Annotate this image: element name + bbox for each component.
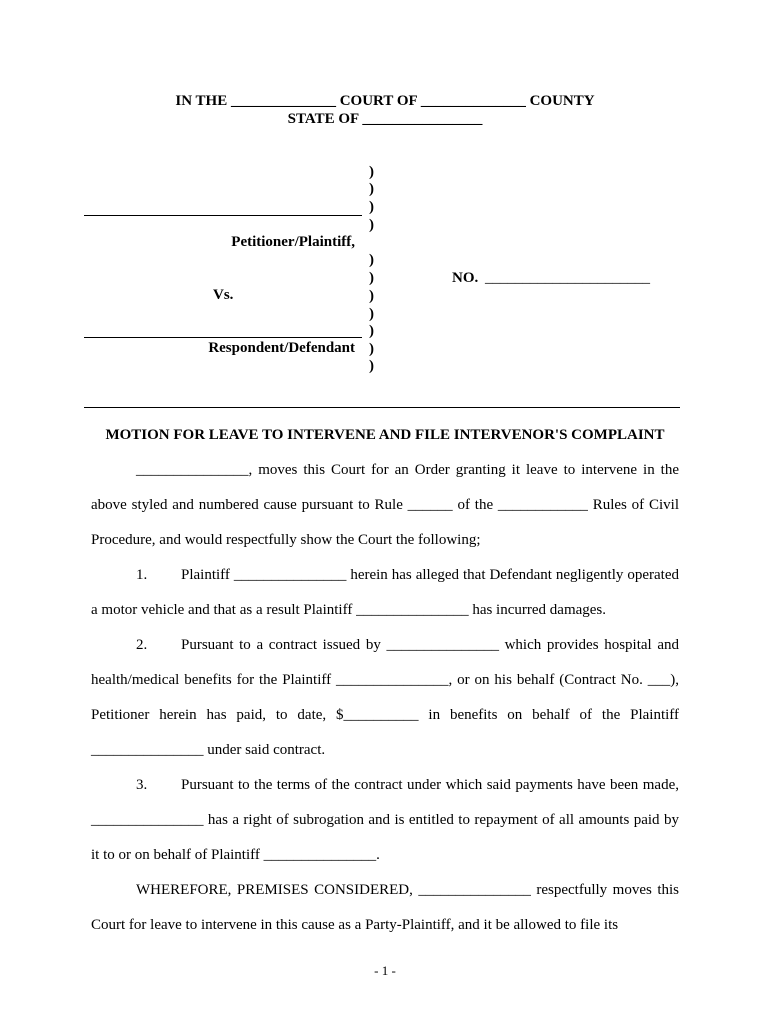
petitioner-label: Petitioner/Plaintiff, [231,234,355,250]
intro-paragraph: _______________, moves this Court for an Order granting it leave to intervene in the above styled and numbered cause pursuant to Rule ______ of the ____________ Rules of Civil Procedure, and would respectfully show the Court the following; [91,462,679,548]
numbered-paragraph-1 [91,558,679,628]
case-number-blank: ______________________ [485,270,650,286]
numbered-paragraph-2 [91,628,679,768]
petitioner-name-line [84,215,362,216]
paren: ) [369,358,374,374]
paren: ) [369,288,374,304]
vs-label: Vs. [213,287,234,303]
paren: ) [369,323,374,339]
paren: ) [369,252,374,268]
paren: ) [369,306,374,322]
wherefore-paragraph: WHEREFORE, PREMISES CONSIDERED, _______________ respectfully moves this Court for leave to intervene in this cause as a Party-Plaintiff, and it be allowed to file its [91,882,679,933]
paragraph-number: 3. [136,777,148,793]
paren: ) [369,341,374,357]
paren: ) [369,270,374,286]
paragraph-number: 1. [136,567,148,583]
paragraph-text: Plaintiff _______________ herein has alleged that Defendant negligently operated a motor vehicle and that as a result Plaintiff _______________ has incurred damages. [91,567,679,618]
respondent-label: Respondent/Defendant [208,340,355,356]
numbered-paragraph-3 [91,768,679,873]
document-title: MOTION FOR LEAVE TO INTERVENE AND FILE INTERVENOR'S COMPLAINT [105,427,665,443]
caption-rule [84,407,680,408]
document-body [91,453,679,943]
court-line: IN THE ______________ COURT OF ______________ COUNTY [175,93,595,109]
paragraph-text: Pursuant to a contract issued by _______________ which provides hospital and health/medical benefits for the Plaintiff _______________, or on his behalf (Contract No. ___), Petitioner herein has paid, to date, $__________ in benefits on behalf of the Plaintiff _______________ under said contract. [91,637,679,758]
paren: ) [369,217,374,233]
paren: ) [369,181,374,197]
page-number: - 1 - [374,963,396,978]
paren: ) [369,164,374,180]
state-line: STATE OF ________________ [287,111,483,127]
paragraph-text: Pursuant to the terms of the contract under which said payments have been made, _______________ has a right of subrogation and is entitled to repayment of all amounts paid by it to or on behalf of Plaintiff _______________. [91,777,679,863]
paren: ) [369,199,374,215]
paragraph-number: 2. [136,637,148,653]
respondent-name-line [84,337,362,338]
case-number-label: NO. [452,270,479,286]
